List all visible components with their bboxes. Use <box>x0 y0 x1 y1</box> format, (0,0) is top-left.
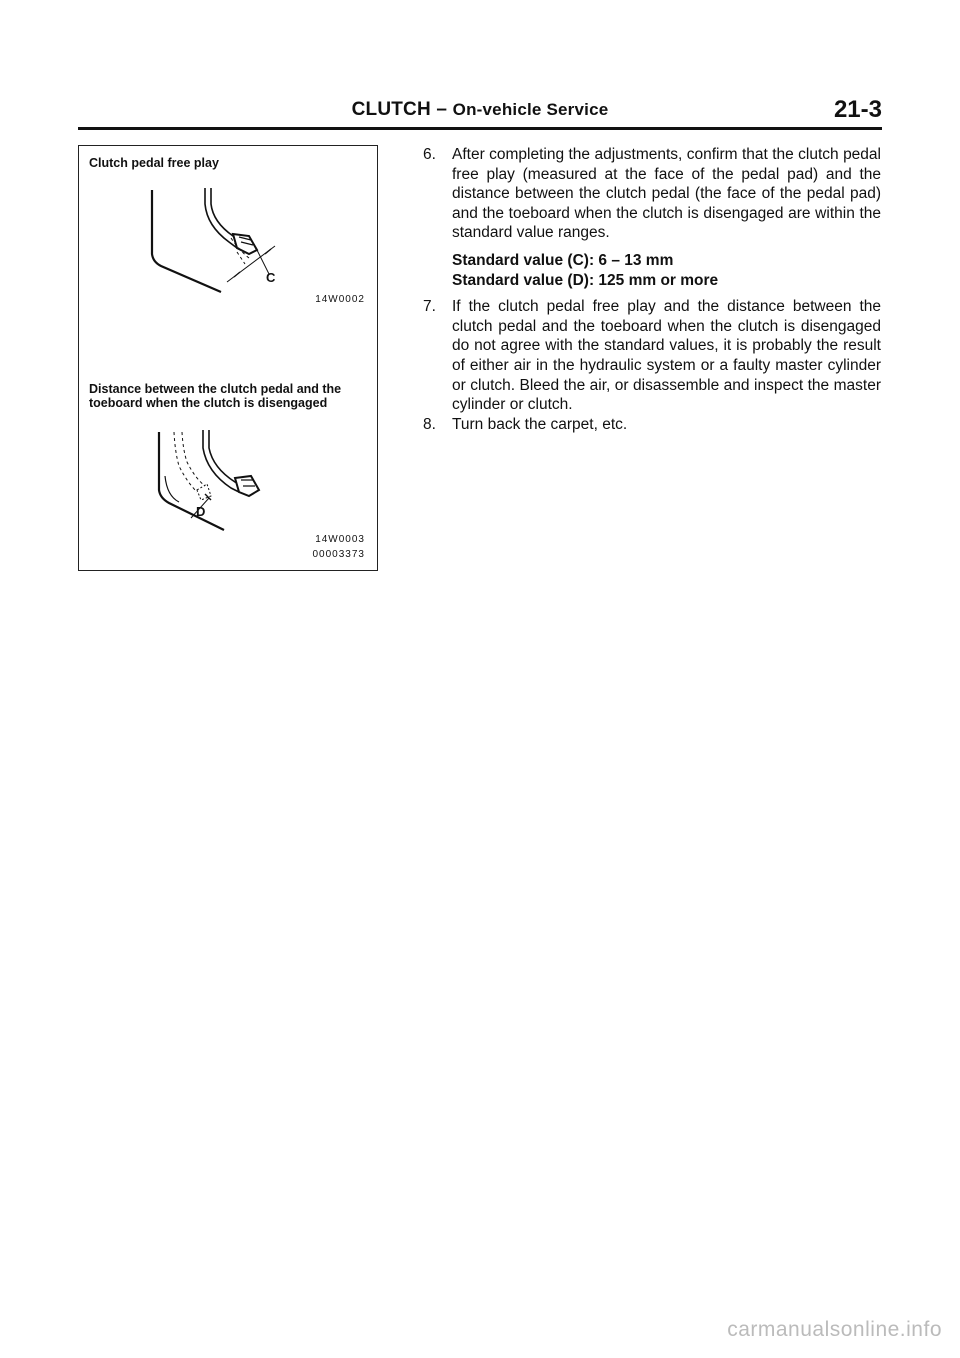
step-text: If the clutch pedal free play and the distance between the clutch pedal and the toeboard when the clutch is disengaged do not agree with the standard values, it is probably the result of either air in the hydraulic system or a faulty master cylinder or clutch. Bleed the air, or disassemble and inspect the master cylinder or clutch. <box>452 298 881 414</box>
step-number: 8. <box>423 415 436 433</box>
standard-value-c: Standard value (C): 6 – 13 mm <box>452 251 674 269</box>
figure-caption-free-play: Clutch pedal free play <box>89 156 219 170</box>
step-text: Turn back the carpet, etc. <box>452 415 628 433</box>
standard-value-d: Standard value (D): 125 mm or more <box>452 271 719 289</box>
section-subtitle: On-vehicle Service <box>452 100 609 119</box>
step-8 <box>423 415 881 435</box>
section-name: CLUTCH <box>351 99 431 120</box>
label-c: C <box>266 270 276 285</box>
step-number: 7. <box>423 298 436 316</box>
standard-values <box>423 251 881 290</box>
free-play-illustration <box>152 188 275 292</box>
figure-code-14w0002: 14W0002 <box>315 294 365 305</box>
header-title <box>78 99 882 121</box>
header-rule <box>78 127 882 130</box>
header-dash: – <box>436 99 448 120</box>
step-7 <box>423 297 881 415</box>
step-number: 6. <box>423 146 436 163</box>
figure-code-14w0003: 14W0003 <box>315 534 365 545</box>
step-text: After completing the adjustments, confirm that the clutch pedal free play (measured at the face of the pedal pad) and the distance between the clutch pedal (the face of the pedal pad) and the toeboard when the clutch is disengaged are within the standard value ranges. <box>452 146 881 242</box>
page-header <box>78 96 882 126</box>
watermark: carmanualsonline.info <box>727 1318 942 1341</box>
label-d: D <box>196 504 206 519</box>
disengaged-illustration <box>159 430 259 530</box>
figure-caption-distance: Distance between the clutch pedal and the toeboard when the clutch is disengaged <box>89 382 342 410</box>
pedal-illustrations <box>79 146 379 572</box>
figure-box <box>78 145 378 571</box>
procedure-steps <box>423 145 881 434</box>
page-number: 21-3 <box>833 96 882 123</box>
step-6 <box>423 145 881 243</box>
figure-code-00003373: 00003373 <box>312 549 365 560</box>
